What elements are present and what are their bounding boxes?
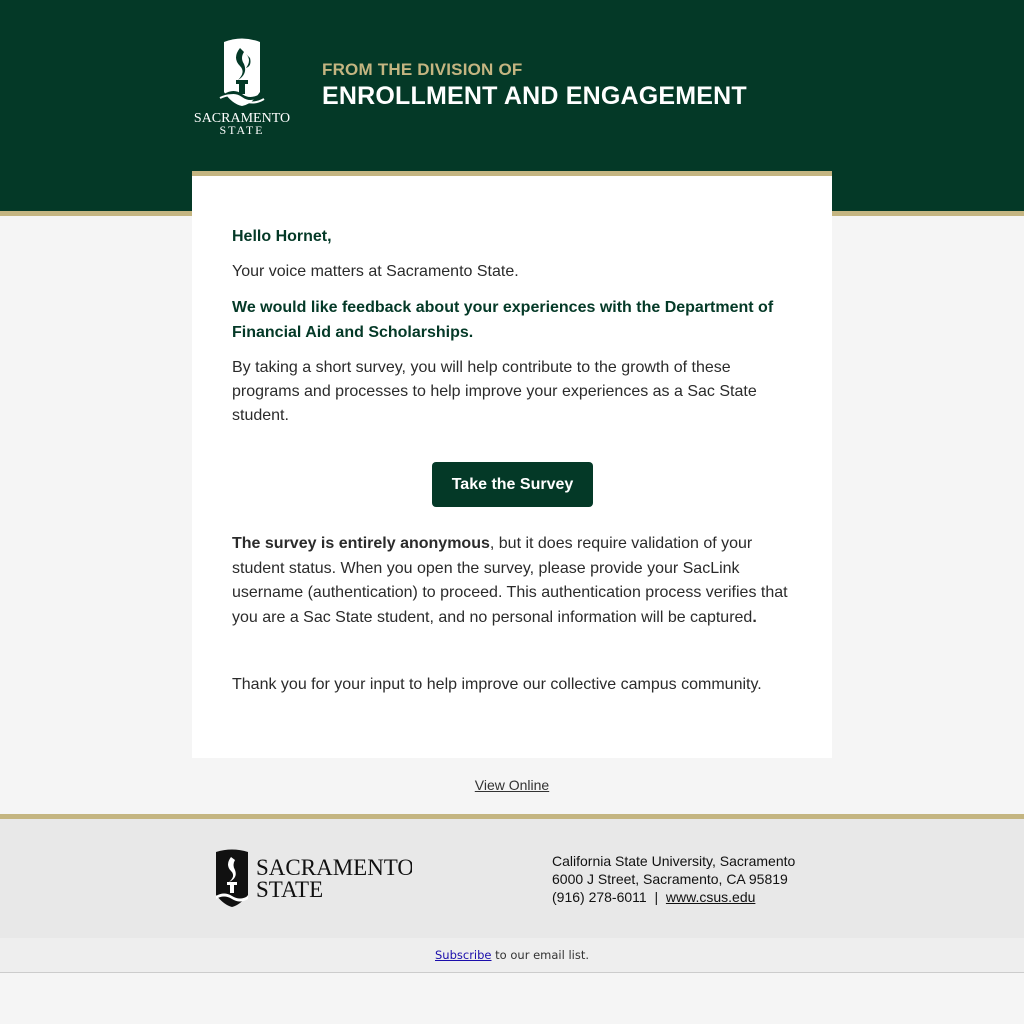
footer-logo-state: STATE [256,877,324,902]
voice-paragraph: Your voice matters at Sacramento State. [232,263,519,280]
thanks-paragraph: Thank you for your input to help improve our collective campus community. [232,676,762,693]
footer-logo [212,849,412,909]
footer-website-link[interactable]: www.csus.edu [665,889,756,905]
sac-state-logo [194,36,290,136]
subscribe-text: to our email list. [491,948,589,962]
footer-torch-logo-icon [212,849,412,909]
footer-street: 6000 J Street, Sacramento, CA 95819 [552,871,788,887]
footer [0,819,1024,938]
feedback-request: We would like feedback about your experiences with the Department of Financial Aid and Scholarships. [232,299,774,341]
footer-contact [552,888,795,906]
torch-logo-icon [194,36,290,136]
take-survey-button[interactable]: Take the Survey [432,462,593,507]
footer-logo-sacramento: SACRAMENTO [256,855,412,880]
subscribe-bar [0,938,1024,973]
footer-separator: | [654,889,659,905]
logo-text-sacramento: SACRAMENTO [194,111,290,126]
view-online-link[interactable]: View Online [474,777,550,793]
logo-text-state: STATE [219,123,265,136]
subscribe-link[interactable]: Subscribe [435,948,492,962]
footer-phone: (916) 278-6011 [552,889,647,905]
anonymous-paragraph [232,532,792,630]
header-text [322,60,747,111]
footer-address [552,852,795,906]
anonymous-period: . [752,608,757,626]
anonymous-rest: , but it does require validation of your student status. When you open the survey, please provide your SacLink username (authentication) to proceed. This authentication process verifies that you are a Sac State student, and no personal information will be captured [232,535,788,626]
header-pre-title: FROM THE DIVISION OF [322,60,523,79]
survey-benefit-paragraph: By taking a short survey, you will help contribute to the growth of these programs and processes to help improve your experiences as a Sac State student. [232,359,757,424]
greeting: Hello Hornet, [232,228,332,245]
header-title: ENROLLMENT AND ENGAGEMENT [322,82,747,110]
anonymous-bold: The survey is entirely anonymous [232,535,490,552]
email-card [192,176,832,758]
footer-university: California State University, Sacramento [552,853,796,869]
